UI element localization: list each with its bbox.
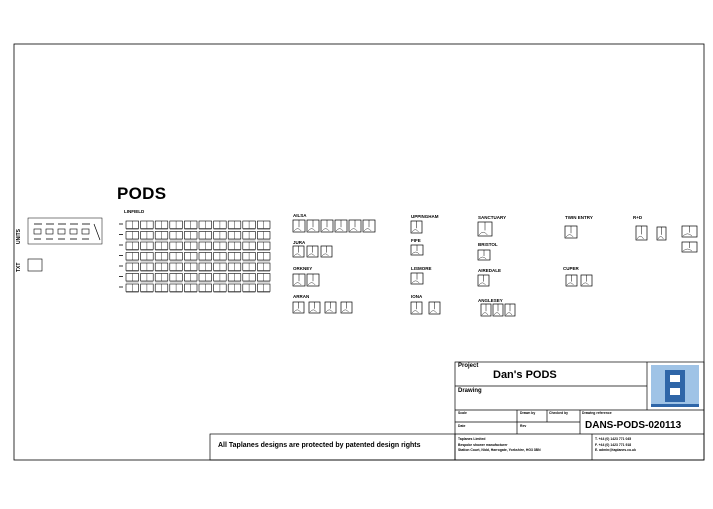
pod-plan-icon: [214, 221, 227, 230]
pod-plan-icon: [126, 274, 139, 283]
group-label-arran: ARRAN: [293, 294, 310, 299]
pod-plan-icon: [243, 232, 256, 241]
contact-phone: T. +44 (0) 1423 771 045: [595, 437, 632, 441]
pod-plan-icon: [184, 232, 197, 241]
pod-plan-icon: [307, 246, 318, 257]
pod-plan-icon: [243, 263, 256, 272]
pod-plan-icon: [307, 220, 319, 232]
pod-plan-icon: [184, 221, 197, 230]
pod-plan-icon: [214, 274, 227, 283]
pod-plan-icon: [325, 302, 336, 313]
pod-plan-icon: [126, 263, 139, 272]
pod-plan-icon: [228, 284, 241, 293]
pod-plan-icon: [243, 242, 256, 251]
pod-plan-icon: [257, 274, 270, 283]
pod-plan-icon: [141, 221, 154, 230]
drawing-reference-value: DANS-PODS-020113: [585, 420, 682, 431]
pod-plan-icon: [155, 242, 168, 251]
pod-plan-icon: [411, 221, 422, 233]
pod-plan-icon: [155, 232, 168, 241]
group-label-fife: FIFE: [411, 238, 421, 243]
pod-plan-icon: [682, 226, 697, 237]
pod-plan-icon: [126, 232, 139, 241]
pod-plan-icon: [411, 245, 423, 255]
pod-plan-icon: [126, 242, 139, 251]
group-label-sanctuary: SANCTUARY: [478, 215, 507, 220]
drawing-reference-label: Drawing reference: [582, 411, 612, 415]
project-name: Dan's PODS: [493, 369, 557, 381]
pod-plan-icon: [199, 284, 212, 293]
units-side-label: UNITS: [16, 229, 22, 244]
pod-plan-icon: [478, 275, 489, 286]
pod-plan-icon: [155, 263, 168, 272]
pod-plan-icon: [214, 242, 227, 251]
drawing-label: Drawing: [458, 388, 482, 394]
pod-plan-icon: [493, 304, 503, 316]
pod-plan-icon: [170, 284, 183, 293]
pod-plan-icon: [682, 242, 697, 252]
pod-plan-icon: [170, 263, 183, 272]
pod-plan-icon: [257, 253, 270, 262]
pod-plan-icon: [199, 253, 212, 262]
linfield-pod-grid: [119, 221, 270, 293]
text-side-label: TXT: [16, 262, 22, 272]
pod-plan-icon: [293, 246, 304, 257]
pod-plan-icon: [214, 284, 227, 293]
pod-plan-icon: [141, 253, 154, 262]
pod-plan-icon: [243, 284, 256, 293]
pod-plan-icon: [243, 221, 256, 230]
pod-plan-icon: [411, 302, 422, 314]
pod-plan-icon: [228, 232, 241, 241]
pod-plan-icon: [155, 274, 168, 283]
pod-plan-icon: [199, 274, 212, 283]
pod-plan-icon: [257, 221, 270, 230]
pod-plan-icon: [126, 253, 139, 262]
checked-by-label: Checked by: [549, 411, 569, 415]
pod-plan-icon: [321, 246, 332, 257]
rev-label: Rev: [520, 424, 527, 428]
pod-plan-icon: [141, 284, 154, 293]
pod-plan-icon: [170, 242, 183, 251]
pod-plan-icon: [321, 220, 333, 232]
drawn-by-label: Drawn by: [520, 411, 536, 415]
pod-plan-icon: [309, 302, 320, 313]
pod-plan-icon: [349, 220, 361, 232]
pod-plan-icon: [228, 253, 241, 262]
group-label-uppingham: UPPINGHAM: [411, 214, 439, 219]
pod-plan-icon: [170, 221, 183, 230]
pod-plan-icon: [184, 274, 197, 283]
sheet-border: [14, 44, 704, 460]
pod-plan-icon: [199, 232, 212, 241]
pod-plan-icon: [155, 284, 168, 293]
group-label-linfield: LINFIELD: [124, 209, 145, 214]
pod-plan-icon: [293, 274, 305, 286]
pod-plan-icon: [636, 226, 647, 240]
pod-plan-icon: [214, 263, 227, 272]
pod-plan-icon: [411, 273, 423, 284]
pod-plan-icon: [199, 221, 212, 230]
pod-plan-icon: [429, 302, 440, 314]
project-label: Project: [458, 363, 479, 369]
company-line-2: Bespoke shower manufacturer: [458, 442, 508, 447]
text-legend-box: [28, 259, 42, 271]
pod-plan-icon: [155, 253, 168, 262]
pod-plan-icon: [199, 242, 212, 251]
group-label-jura: JURA: [293, 240, 306, 245]
pod-plan-icon: [141, 274, 154, 283]
pod-plan-icon: [481, 304, 491, 316]
pod-plan-icon: [257, 263, 270, 272]
date-label: Date: [458, 424, 466, 428]
pod-plan-icon: [478, 250, 490, 260]
pod-plan-icon: [126, 284, 139, 293]
pod-plan-icon: [228, 221, 241, 230]
group-label-twin-entry: TWIN ENTRY: [565, 215, 593, 220]
contact-fax: F. +44 (0) 1423 771 918: [595, 442, 632, 447]
group-label-orkney: ORKNEY: [293, 266, 313, 271]
pod-plan-icon: [184, 263, 197, 272]
pod-plan-icon: [363, 220, 375, 232]
pod-plan-icon: [293, 302, 304, 313]
pod-plan-icon: [657, 227, 666, 240]
pod-plan-icon: [228, 242, 241, 251]
group-label-iona: IONA: [411, 294, 423, 299]
group-label-airedale: AIREDALE: [478, 268, 502, 273]
pod-plan-icon: [228, 274, 241, 283]
pod-plan-icon: [214, 253, 227, 262]
pod-plan-icon: [184, 242, 197, 251]
footer-notice: All Taplanes designs are protected by patented design rights: [218, 442, 421, 449]
pod-plan-icon: [141, 263, 154, 272]
page-title: PODS: [117, 184, 167, 203]
group-label-anglesey: ANGLESEY: [478, 298, 503, 303]
group-label-bristol: BRISTOL: [478, 242, 498, 247]
group-label-ailsa: AILSA: [293, 213, 307, 218]
pod-plan-icon: [566, 275, 577, 286]
taplanes-logo-icon: [651, 365, 699, 407]
contact-email: E. admin@taplanes.co.uk: [595, 448, 636, 452]
pod-plan-icon: [341, 302, 352, 313]
pod-plan-icon: [307, 274, 319, 286]
pod-plan-icon: [335, 220, 347, 232]
pod-plan-icon: [141, 242, 154, 251]
pod-plan-icon: [243, 274, 256, 283]
pod-plan-icon: [257, 284, 270, 293]
pod-plan-icon: [243, 253, 256, 262]
pod-plan-icon: [170, 253, 183, 262]
group-label-r-and-d: R+D: [633, 215, 643, 220]
pod-plan-icon: [228, 263, 241, 272]
pod-plan-icon: [141, 232, 154, 241]
pod-plan-icon: [126, 221, 139, 230]
group-label-cupar: CUPER: [563, 266, 579, 271]
units-legend: [28, 218, 102, 244]
pod-plan-icon: [257, 232, 270, 241]
pod-plan-icon: [155, 221, 168, 230]
group-label-lismore: LISMORE: [411, 266, 432, 271]
pod-plan-icon: [170, 232, 183, 241]
pod-plan-icon: [505, 304, 515, 316]
company-line-1: Taplanes Limited: [458, 437, 486, 441]
pod-plan-icon: [214, 232, 227, 241]
pod-plan-icon: [170, 274, 183, 283]
company-line-3: Station Court, Nidd, Harrogate, Yorkshire, HG3 3BN: [458, 448, 541, 452]
pod-plan-icon: [565, 226, 577, 238]
pod-plan-icon: [478, 222, 492, 236]
pod-plan-icon: [257, 242, 270, 251]
pod-plan-icon: [184, 284, 197, 293]
scale-label: Scale: [458, 411, 467, 415]
pod-plan-icon: [581, 275, 592, 286]
pod-plan-icon: [199, 263, 212, 272]
pod-plan-icon: [184, 253, 197, 262]
pod-plan-icon: [293, 220, 305, 232]
